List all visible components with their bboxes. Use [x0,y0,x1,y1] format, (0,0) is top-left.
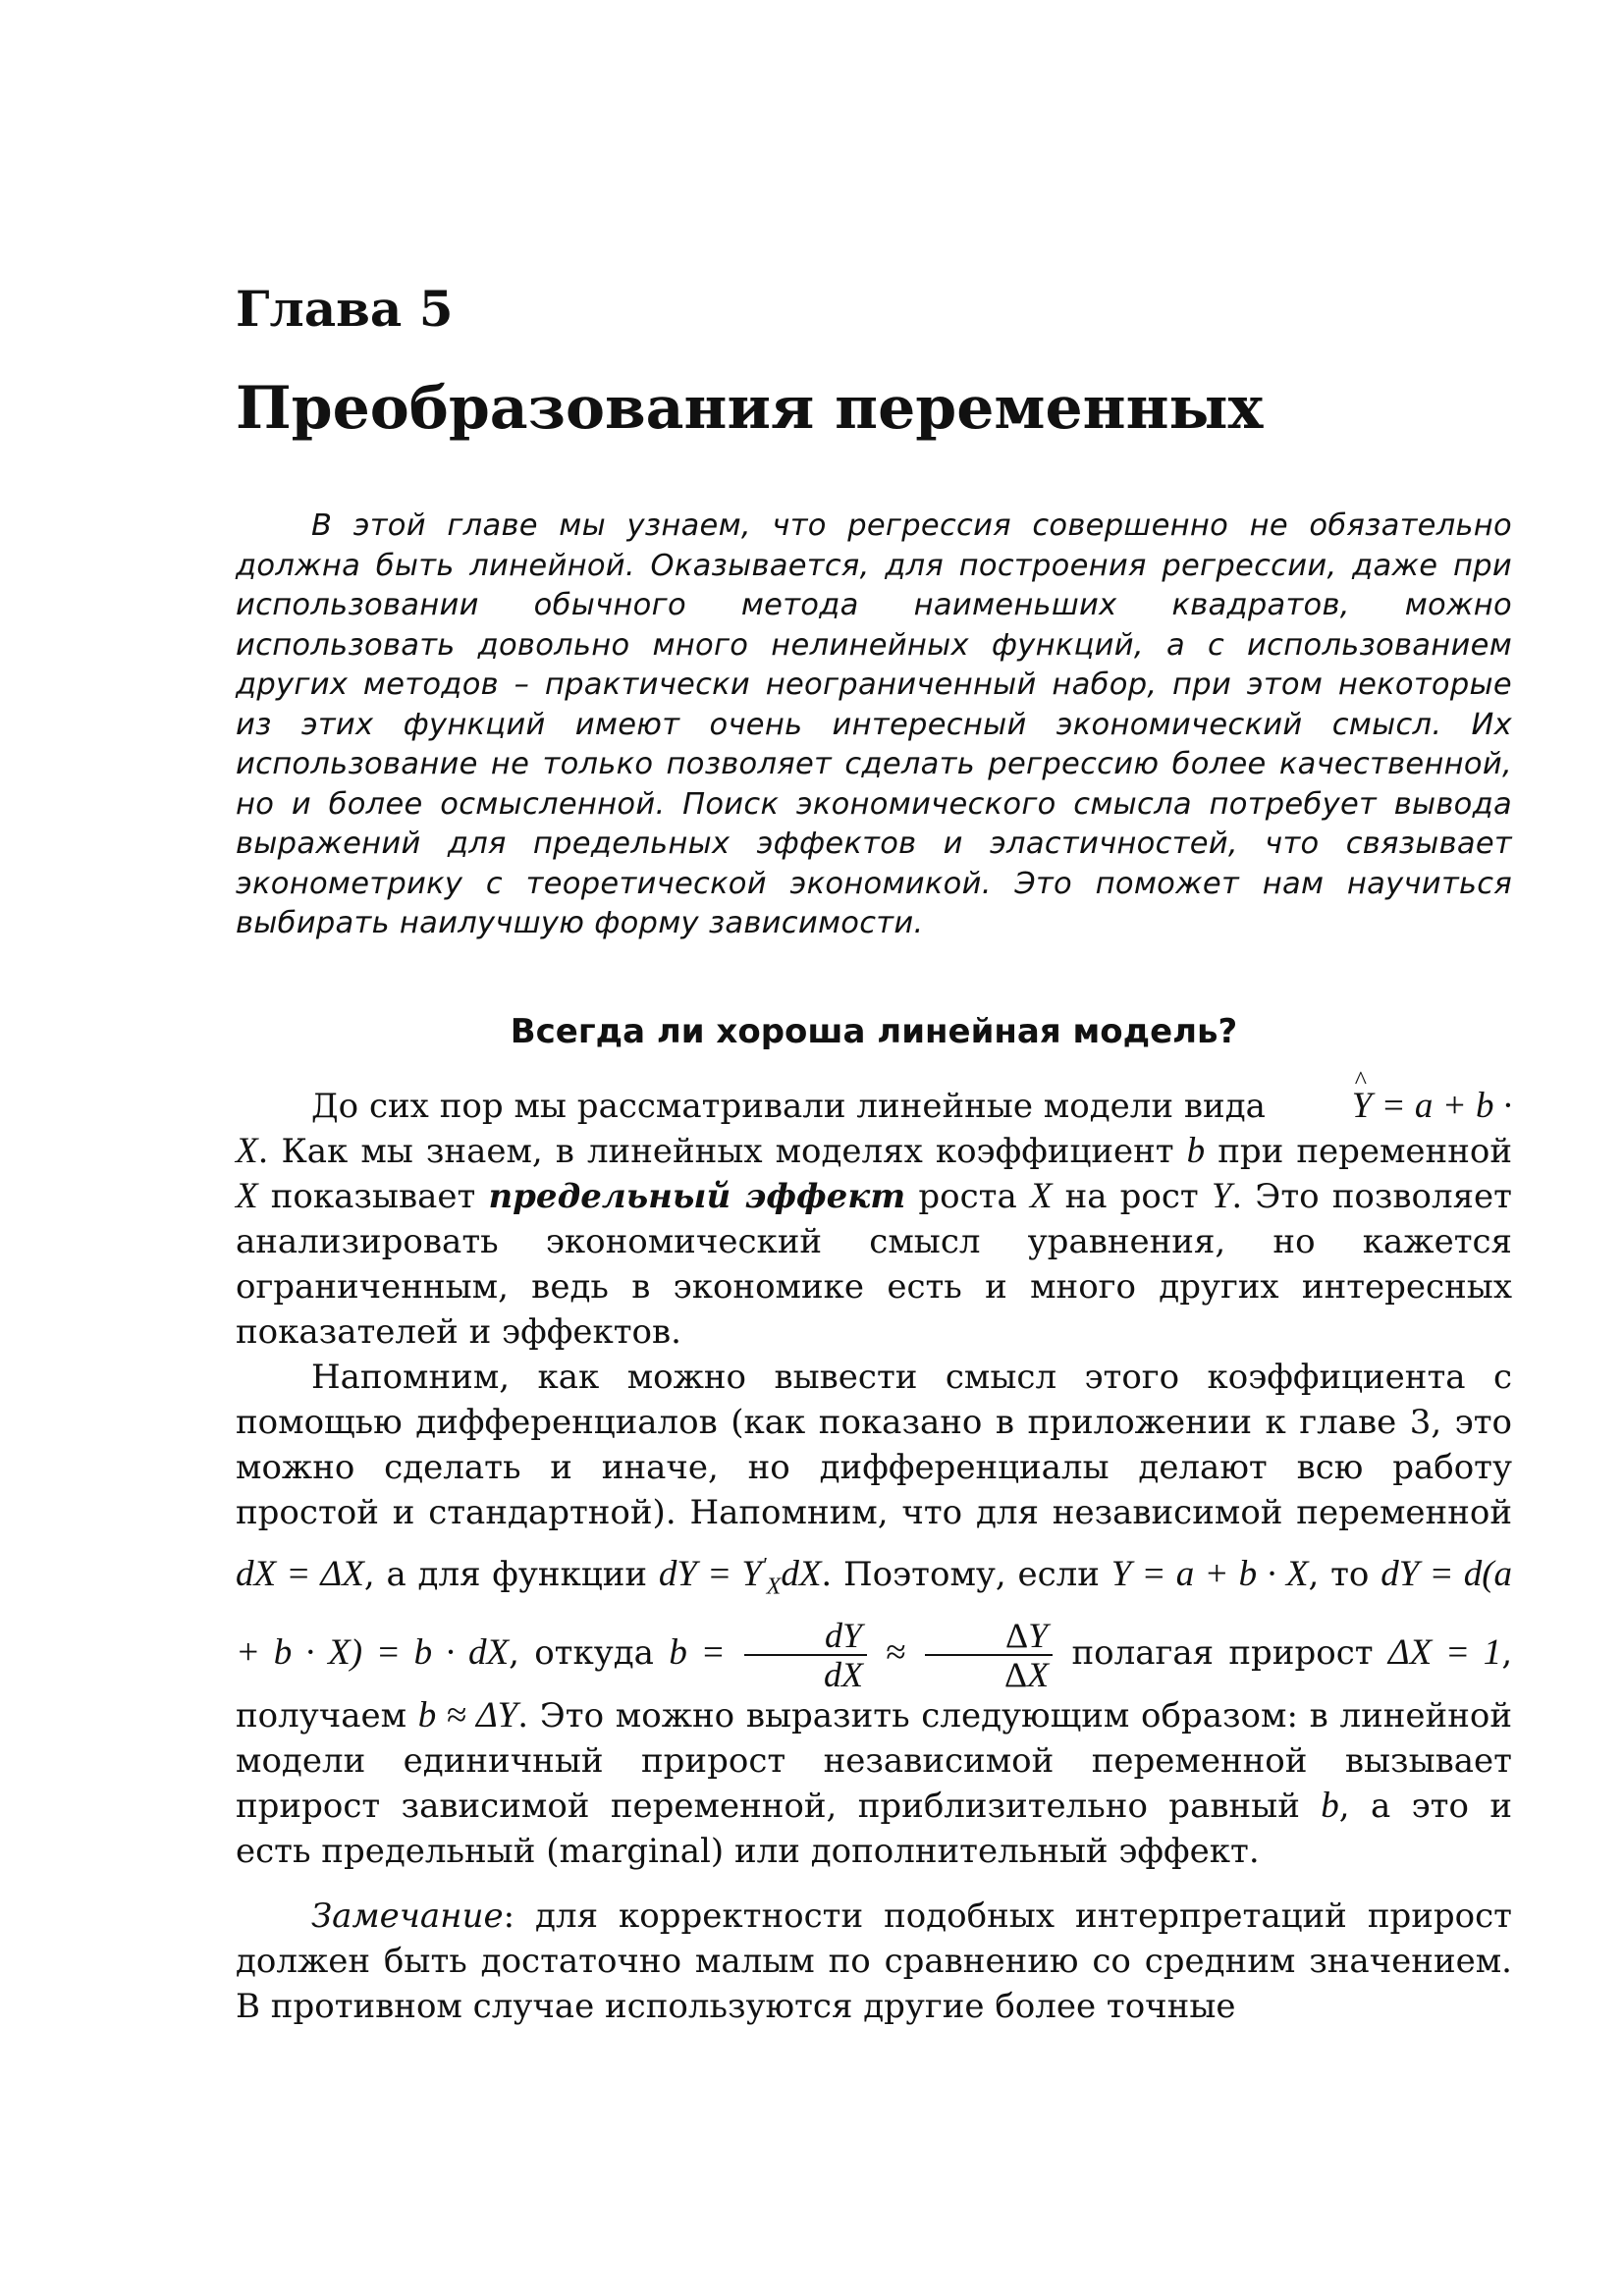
var-y: Y [1211,1175,1232,1216]
chapter-label: Глава 5 [236,280,454,338]
text: До сих пор мы рассматривали линейные модели вида [311,1086,1266,1126]
var-b: b [1321,1785,1339,1826]
var-b: b [1186,1130,1206,1171]
text: , получаем [236,1632,1513,1735]
text: . Поэтому, если [821,1554,1100,1594]
text: Напомним, как можно вывести смысл этого коэффициента с помощью дифференциалов (как показано в приложении к главе 3, это можно сделать и иначе, но дифференциалы делают всю работу простой и стандартной). Напомним, что для независимой переменной [236,1357,1512,1532]
var-x: X [236,1175,258,1216]
text: : для корректности подобных интерпретаций прирост должен быть достаточно малым по сравнению со средним значением. В противном случае используются другие более точные [236,1896,1512,2026]
chapter-abstract: В этой главе мы узнаем, что регрессия совершенно не обязательно должна быть линейной. Оказывается, для построения регрессии, даже при использовании обычного метода наименьших квадратов, можно использовать довольно много нелинейных функций, а с использованием других методов – практически неограниченный набор, при этом некоторые из этих функций имеют очень интересный экономический смысл. Их использование не только позволяет сделать регрессию более качественной, но и более осмысленной. Поиск экономического смысла потребует вывода выражений для предельных эффектов и эластичностей, что связывает эконометрику с теоретической экономикой. Это поможет нам научиться выбирать наилучшую форму зависимости. [236,508,1512,940]
section-title: Всегда ли хороша линейная модель? [510,1011,1238,1051]
paragraph-2 [236,1355,1512,1874]
formula-b-ratio: b = [669,1631,726,1673]
text: . Это позволяет анализировать экономический смысл уравнения, но кажется ограниченным, ведь в экономике есть и много других интересных показателей и эффектов. [236,1176,1512,1352]
text: , а для функции [363,1554,648,1594]
text: . Это можно выразить следующим образом: в линейной модели единичный прирост независимой переменной вызывает прирост зависимой переменной, приблизительно равный [236,1695,1513,1826]
text: , откуда [509,1632,654,1673]
remark-label: Замечание [311,1896,504,1936]
chapter-title: Преобразования переменных [236,374,1264,443]
formula-dx: dX = ΔX [236,1553,364,1594]
formula-dy: dY = $Y'_XdX$ [658,1552,822,1599]
text: полагая прирост [1071,1632,1374,1673]
emphasis-marginal-effect: предельный эффект [488,1176,906,1216]
approx-sign: ≈ [886,1631,906,1673]
text: роста [918,1176,1017,1216]
text: показывает [270,1176,476,1216]
fraction-dy-dx: $\frac{dY}{dX}$ [744,1617,867,1693]
formula-linear: Y = a + b · X [1110,1553,1309,1594]
fraction-delta: $\frac{\Delta Y}{\Delta X}$ [925,1617,1053,1693]
text: . Как мы знаем, в линейных моделях коэффициент [257,1131,1174,1171]
var-x: X [1029,1175,1053,1216]
text: на рост [1064,1176,1199,1216]
page-content [236,280,1513,2029]
formula-b-approx: b ≈ ΔY [417,1694,518,1735]
paragraph-1 [236,1084,1512,1355]
text: , а это и есть предельный (marginal) или дополнительный эффект. [236,1786,1512,1871]
formula-differential: dY = d(a + b · X) = b · dX [236,1553,1513,1673]
paragraph-3 [236,1894,1512,2029]
formula-delta-x: ΔX = 1 [1387,1631,1502,1673]
formula-linear-model: ^ Y = a + b · X [236,1086,1512,1171]
text: при переменной [1218,1131,1513,1171]
text: , то [1308,1554,1370,1594]
